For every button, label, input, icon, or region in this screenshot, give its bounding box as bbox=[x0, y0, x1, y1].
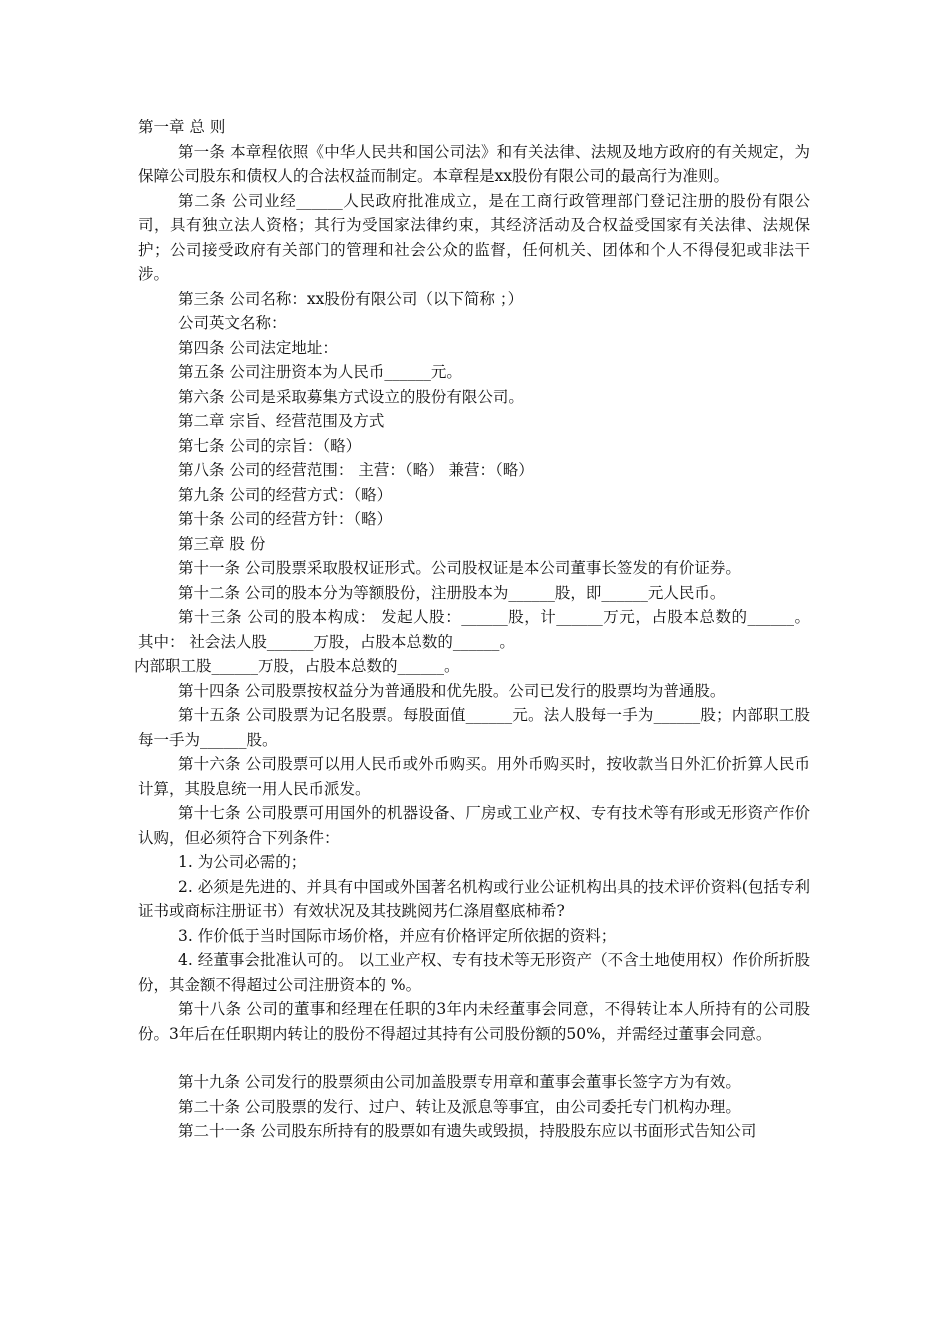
paragraph-gap bbox=[138, 1046, 810, 1070]
condition-4: 4. 经董事会批准认可的。 以工业产权、专有技术等无形资产（不含土地使用权）作价所折股份，其金额不得超过公司注册资本的 %。 bbox=[138, 951, 810, 994]
article-8: 第八条 公司的经营范围： 主营：（略） 兼营：（略） bbox=[178, 461, 534, 479]
article-15: 第十五条 公司股票为记名股票。每股面值______元。法人股每一手为______股；内部职工股每一手为______股。 bbox=[138, 706, 810, 749]
article-4: 第四条 公司法定地址： bbox=[178, 338, 338, 357]
condition-3: 3. 作价低于当时国际市场价格，并应有价格评定所依据的资料； bbox=[178, 926, 617, 945]
article-10: 第十条 公司的经营方针：（略） bbox=[178, 510, 393, 528]
article-2: 第二条 公司业经______人民政府批准成立，是在工商行政管理部门登记注册的股份有限公司，具有独立法人资格；其行为受国家法律约束，其经济活动及合权益受国家有关法律、法规保护；公司接受政府有关部门的管理和社会公众的监督，任何机关、团体和个人不得侵犯或非法干涉。 bbox=[138, 191, 810, 283]
article-12: 第十二条 公司的股本分为等额股份，注册股本为______股，即______元人民币。 bbox=[178, 583, 726, 602]
chapter-2-heading: 第二章 宗旨、经营范围及方式 bbox=[178, 412, 385, 430]
article-7: 第七条 公司的宗旨：（略） bbox=[178, 436, 362, 455]
employee-shares-line: 内部职工股______万股，占股本总数的______。 bbox=[134, 657, 460, 675]
article-19: 第十九条 公司发行的股票须由公司加盖股票专用章和董事会董事长签字方为有效。 bbox=[178, 1073, 741, 1091]
article-1: 第一条 本章程依照《中华人民共和国公司法》和有关法律、法规及地方政府的有关规定，为保障公司股东和债权人的合法权益而制定。本章程是xx股份有限公司的最高行为准则。 bbox=[138, 142, 810, 185]
article-21: 第二十一条 公司股东所持有的股票如有遗失或毁损，持股股东应以书面形式告知公司 bbox=[178, 1122, 757, 1140]
condition-1: 1. 为公司必需的； bbox=[178, 853, 307, 871]
article-18: 第十八条 公司的董事和经理在任职的3年内未经董事会同意，不得转让本人所持有的公司股份。3年后在任职期内转让的股份不得超过其持有公司股份额的50%，并需经过董事会同意。 bbox=[138, 1000, 810, 1043]
english-name-line: 公司英文名称： bbox=[178, 314, 287, 332]
article-3: 第三条 公司名称：xx股份有限公司（以下简称 ；） bbox=[178, 289, 524, 308]
article-17: 第十七条 公司股票可用国外的机器设备、厂房或工业产权、专有技术等有形或无形资产作价认购，但必须符合下列条件： bbox=[138, 804, 810, 847]
article-11: 第十一条 公司股票采取股权证形式。公司股权证是本公司董事长签发的有价证券。 bbox=[178, 559, 741, 577]
article-5: 第五条 公司注册资本为人民币______元。 bbox=[178, 363, 462, 381]
article-14: 第十四条 公司股票按权益分为普通股和优先股。公司已发行的股票均为普通股。 bbox=[178, 681, 726, 700]
article-20: 第二十条 公司股票的发行、过户、转让及派息等事宜，由公司委托专门机构办理。 bbox=[178, 1097, 741, 1116]
article-13: 第十三条 公司的股本构成： 发起人股：______股，计______万元，占股本总数的______。 其中： 社会法人股______万股，占股本总数的______。 bbox=[138, 608, 810, 651]
chapter-1-heading: 第一章 总 则 bbox=[138, 118, 226, 136]
document-body bbox=[134, 115, 810, 1144]
condition-2: 2. 必须是先进的、并具有中国或外国著名机构或行业公证机构出具的技术评价资料(包括专利证书或商标注册证书）有效状况及其技跳阅艿仁涤眉壑底柿希? bbox=[138, 877, 810, 920]
article-9: 第九条 公司的经营方式：（略） bbox=[178, 485, 393, 504]
chapter-3-heading: 第三章 股 份 bbox=[178, 534, 266, 553]
article-16: 第十六条 公司股票可以用人民币或外币购买。用外币购买时，按收款当日外汇价折算人民币计算，其股息统一用人民币派发。 bbox=[138, 755, 810, 798]
article-6: 第六条 公司是采取募集方式设立的股份有限公司。 bbox=[178, 387, 524, 406]
